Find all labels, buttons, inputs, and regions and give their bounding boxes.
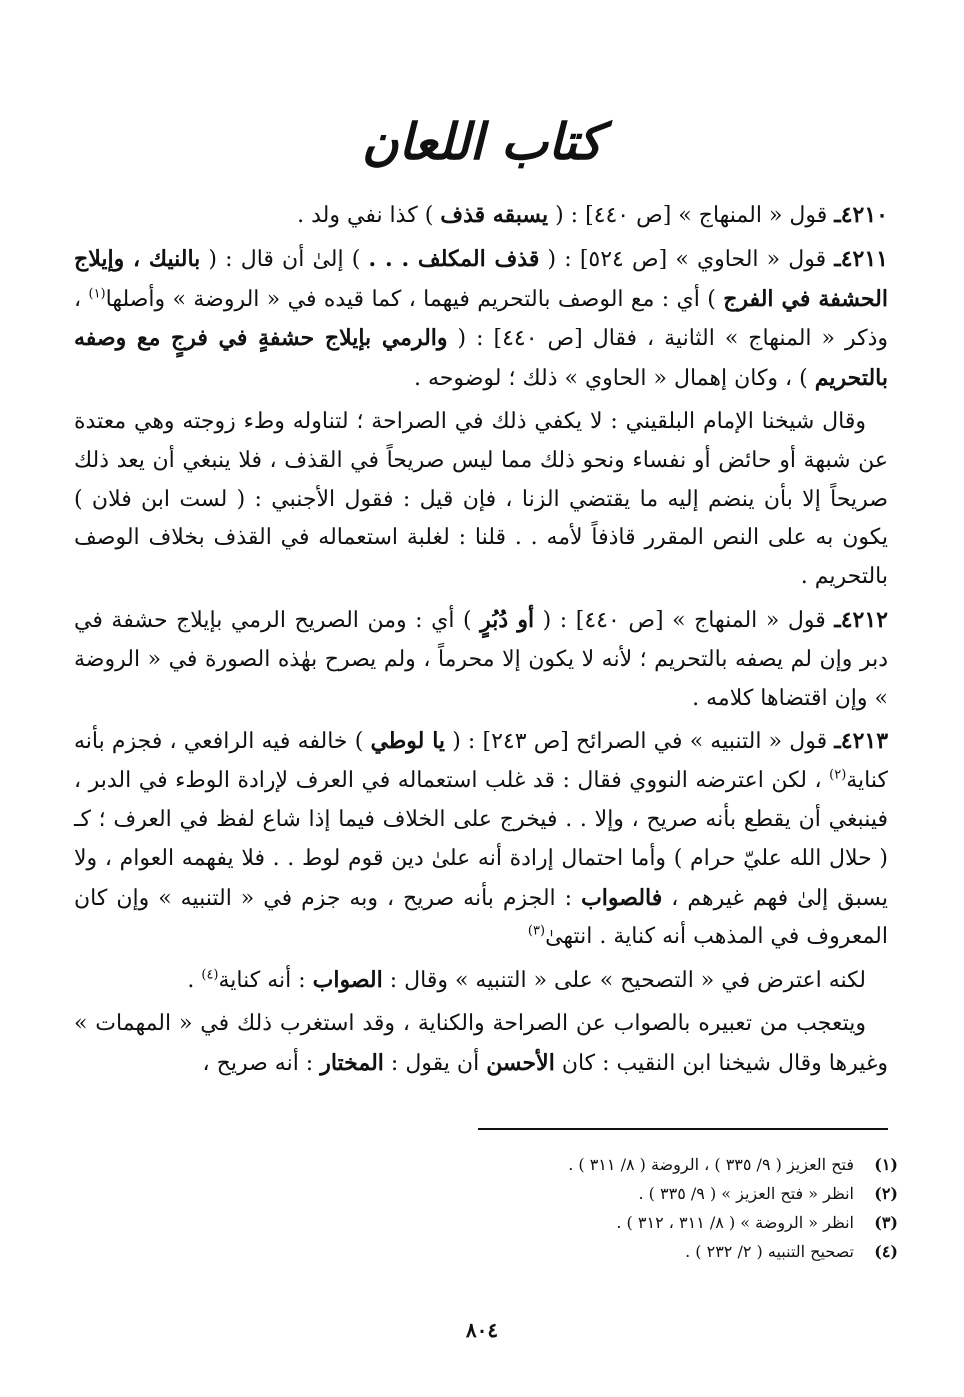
quoted-term: بالنيك ، وإيلاج الحشفة في الفرج — [74, 245, 888, 312]
paragraph — [74, 722, 888, 957]
footnote-item — [198, 1237, 898, 1266]
footnote-item — [198, 1150, 898, 1179]
footnote-number: (١) — [874, 1155, 898, 1174]
footnote-text: تصحيح التنبيه ( ٢/ ٢٣٢ ) . — [685, 1242, 854, 1261]
page-number: ٨٠٤ — [465, 1318, 499, 1342]
text-run: قول « المنهاج » [ص ٤٤٠] : ( — [548, 203, 835, 228]
footnote-ref: (٣) — [527, 924, 546, 940]
entry-number: ٤٢١٢ـ — [834, 606, 888, 633]
quoted-term: والرمي بإيلاج حشفةٍ في فرجٍ مع وصفه بالتحريم — [74, 325, 888, 392]
text-run: ، لكن اعترضه النووي فقال : قد غلب استعماله في العرف لإرادة الوطء في الدبر ، فينبغي أن يقطع بأنه صريح ، وإلا . . فيخرج على الخلاف فيما إذا شاع لفظ في العرف ؛ كـ ( حلال الله عليّ حرام ) وأما احتمال إرادة أنه علىٰ دين قوم لوط . . فلا يفهمه العوام ، ولا يسبق إلىٰ فهم غيرهم ، — [74, 768, 889, 911]
main-text — [74, 196, 888, 1088]
footnote-text: انظر « فتح العزيز » ( ٩/ ٣٣٥ ) . — [638, 1184, 854, 1203]
text-run: وقال شيخنا الإمام البلقيني : لا يكفي ذلك في الصراحة ؛ لتناوله وطء زوجته وهي معتدة عن شبهة أو حائض أو نفساء ونحو ذلك مما ليس صريحاً في القذف ، فلا ينبغي أن يعد ذلك صريحاً إلا بأن ينضم إليه ما يقتضي الزنا ، فإن قيل : فقول الأجنبي : ( لست ابن فلان ) يكون به على النص المقرر قاذفاً لأمه . . قلنا : لغلبة استعماله في القذف بخلاف الوصف بالتحريم . — [74, 408, 888, 590]
footnote-text: انظر « الروضة » ( ٨/ ٣١١ ، ٣١٢ ) . — [616, 1213, 854, 1232]
text-run: قول « الحاوي » [ص ٥٢٤] : ( — [539, 246, 835, 272]
quoted-term: يسبقه قذف — [440, 202, 549, 228]
quoted-term: المختار — [320, 1049, 384, 1076]
footnote-text: فتح العزيز ( ٩/ ٣٣٥ ) ، الروضة ( ٨/ ٣١١ ) . — [568, 1155, 854, 1174]
footnote-separator — [478, 1128, 888, 1130]
paragraph — [74, 196, 888, 236]
text-run: قول « المنهاج » [ص ٤٤٠] : ( — [534, 607, 835, 633]
footnote-number: (٣) — [874, 1213, 898, 1232]
paragraph — [74, 601, 888, 718]
quoted-term: أو دُبُرٍ — [480, 606, 535, 633]
footnote-ref: (٤) — [201, 967, 219, 983]
text-run: ، وذكر « المنهاج » الثانية ، فقال [ص ٤٤٠] : ( — [74, 286, 888, 352]
quoted-term: قذف المكلف . . . — [368, 245, 540, 272]
paragraph — [74, 403, 888, 597]
text-run: ) أي : مع الوصف بالتحريم فيهما ، كما قيده في « الروضة » وأصلها — [105, 286, 724, 312]
text-run: ) خالفه فيه الرافعي ، فجزم بأنه كناية — [74, 729, 888, 794]
quoted-term: فالصواب — [581, 884, 663, 911]
text-run: ) ، وكان إهمال « الحاوي » ذلك ؛ لوضوحه . — [414, 366, 815, 392]
quoted-term: الأحسن — [486, 1049, 555, 1076]
entry-number: ٤٢١٣ـ — [834, 728, 889, 755]
page-title: كتاب اللعان — [361, 112, 603, 171]
text-run: : الجزم بأنه صريح ، وبه جزم في « التنبيه » وإن كان المعروف في المذهب أنه كناية . انتهىٰ — [74, 885, 888, 950]
text-run: : أنه كناية — [218, 968, 313, 994]
text-run: ) أي : ومن الصريح الرمي بإيلاج حشفة في دبر وإن لم يصفه بالتحريم ؛ لأنه لا يكون إلا محرماً ، ولم يصرح بهٰذه الصورة في « الروضة » وإن اقتضاها كلامه . — [74, 607, 888, 711]
text-run: لكنه اعترض في « التصحيح » على « التنبيه » وقال : — [382, 968, 866, 994]
paragraph — [74, 961, 888, 1001]
footnote-ref: (٢) — [829, 767, 847, 783]
footnote-number: (٤) — [874, 1242, 898, 1261]
quoted-term: الصواب — [312, 967, 383, 994]
paragraph — [74, 240, 888, 399]
footnote-ref: (١) — [88, 286, 106, 302]
footnote-number: (٢) — [874, 1184, 898, 1203]
text-run: قول « التنبيه » في الصرائح [ص ٢٤٣] : ( — [445, 729, 835, 755]
text-run: ويتعجب من تعبيره بالصواب عن الصراحة والكناية ، وقد استغرب ذلك في « المهمات » وغيرها وقال شيخنا ابن النقيب : كان — [74, 1010, 888, 1076]
text-run: أن يقول : — [383, 1050, 487, 1076]
text-run: . — [187, 968, 202, 994]
footnote-item — [198, 1179, 898, 1208]
footnotes — [198, 1150, 898, 1266]
entry-number: ٤٢١٠ـ — [834, 202, 888, 228]
entry-number: ٤٢١١ـ — [834, 245, 888, 272]
text-run: ) كذا نفي ولد . — [297, 203, 441, 228]
paragraph — [74, 1005, 888, 1084]
quoted-term: يا لوطي — [370, 728, 446, 755]
text-run: ) إلىٰ أن قال : ( — [200, 246, 369, 272]
footnote-item — [198, 1208, 898, 1237]
text-run: : أنه صريح ، — [202, 1050, 321, 1076]
